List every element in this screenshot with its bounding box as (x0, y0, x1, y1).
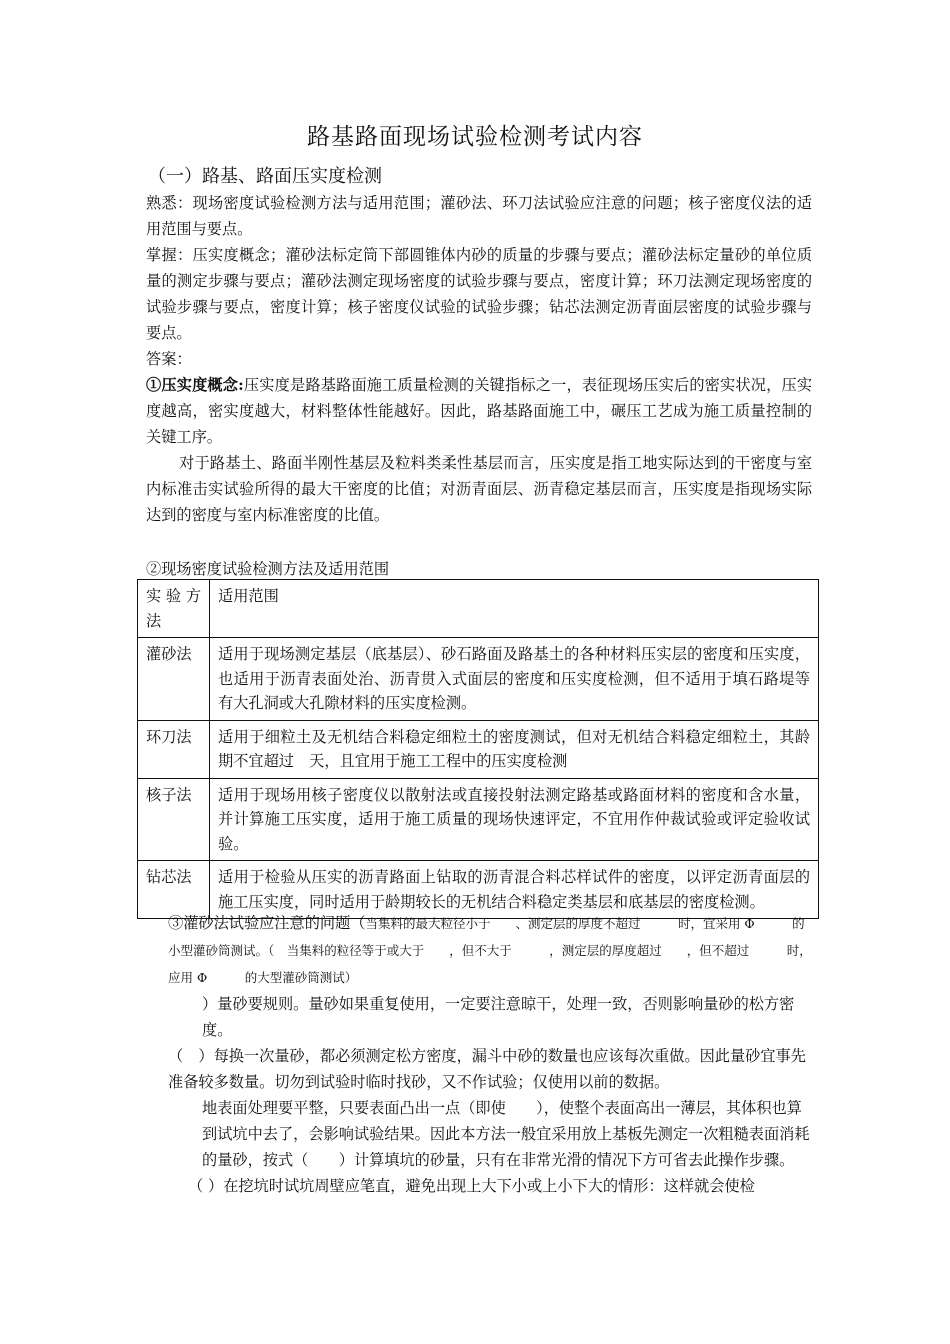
methods-table (137, 579, 819, 919)
scope-cell: 适用于现场用核子密度仪以散射法或直接投射法测定路基或路面材料的密度和含水量，并计算施工压实度，适用于施工质量的现场快速评定，不宜用作仲裁试验或评定验收试验。 (210, 778, 819, 861)
master-paragraph: 掌握：压实度概念；灌砂法标定筒下部圆锥体内砂的质量的步骤与要点；灌砂法标定量砂的单位质量的测定步骤与要点；灌砂法测定现场密度的试验步骤与要点，密度计算；环刀法测定现场密度的试验步骤与要点，密度计算；核子密度仪试验的试验步骤；钻芯法测定沥青面层密度的试验步骤与要点。 (146, 246, 812, 342)
scope-cell: 适用于细粒土及无机结合料稳定细粒土的密度测试，但对无机结合料稳定细粒土，其龄期不宜超过 天，且宜用于施工工程中的压实度检测 (210, 720, 819, 778)
concept-body: 压实度是路基路面施工质量检测的关键指标之一，表征现场压实后的密实状况，压实度越高，密实度越大，材料整体性能越好。因此，路基路面施工中，碾压工艺成为施工质量控制的关键工序。 (146, 376, 813, 446)
method-cell: 核子法 (138, 778, 210, 861)
table-row (138, 778, 819, 861)
concept-paragraph-2: 对于路基土、路面半刚性基层及粒料类柔性基层而言，压实度是指工地实际达到的干密度与室内标准击实试验所得的最大干密度的比值；对沥青面层、沥青稳定基层而言，压实度是指现场实际达到的密度与室内标准密度的比值。 (146, 454, 812, 524)
sand-notes (146, 910, 812, 1199)
sand-paragraph-3: 地表面处理要平整，只要表面凸出一点（即使 ），使整个表面高出一薄层，其体积也算到试坑中去了，会影响试验结果。因此本方法一般宜采用放上基板先测定一次粗糙表面消耗的量砂，按式（ ）计算填坑的砂量，只有在非常光滑的情况下方可省去此操作步骤。 (202, 1099, 810, 1169)
table-caption: ②现场密度试验检测方法及适用范围 (146, 560, 389, 578)
sand-note: 当集料的最大粒径小于 、测定层的厚度不超过 时，宜采用 Φ 的小型灌砂筒测试。（ 当集料的粒径等于或大于 ，但不大于 ，测定层的厚度超过 ，但不超过 时，应用 Φ 的大型灌砂筒测试） (168, 916, 812, 985)
answer-label: 答案： (146, 350, 192, 368)
concept-heading: ①压实度概念: (146, 376, 244, 394)
familiar-paragraph: 熟悉：现场密度试验检测方法与适用范围；灌砂法、环刀法试验应注意的问题；核子密度仪法的适用范围与要点。 (146, 194, 812, 238)
method-cell: 环刀法 (138, 720, 210, 778)
scope-cell: 适用于检验从压实的沥青路面上钻取的沥青混合料芯样试件的密度，以评定沥青面层的施工压实度，同时适用于龄期较长的无机结合料稳定类基层和底基层的密度检测。 (210, 861, 819, 919)
table-header-row (138, 580, 819, 638)
sand-heading: ③灌砂法试验应注意的问题（ (168, 914, 366, 932)
sand-heading-paragraph (146, 910, 812, 991)
method-cell: 钻芯法 (138, 861, 210, 919)
header-scope: 适用范围 (210, 580, 819, 638)
page-title: 路基路面现场试验检测考试内容 (307, 124, 643, 150)
header-method: 实验方法 (138, 580, 210, 638)
method-cell: 灌砂法 (138, 638, 210, 721)
concept-paragraph (146, 372, 812, 450)
section-heading: （一）路基、路面压实度检测 (148, 166, 382, 187)
table-row (138, 638, 819, 721)
sand-paragraph-4: （ ）在挖坑时试坑周壁应笔直，避免出现上大下小或上小下大的情形：这样就会使检 (188, 1177, 755, 1195)
table-row (138, 720, 819, 778)
scope-cell: 适用于现场测定基层（底基层）、砂石路面及路基土的各种材料压实层的密度和压实度，也适用于沥青表面处治、沥青贯入式面层的密度和压实度检测，但不适用于填石路堤等有大孔洞或大孔隙材料的压实度检测。 (210, 638, 819, 721)
intro-block (146, 190, 812, 528)
sand-paragraph-2: （ ）每换一次量砂，都必须测定松方密度，漏斗中砂的数量也应该每次重做。因此量砂宜事先准备较多数量。切勿到试验时临时找砂，又不作试验；仅使用以前的数据。 (168, 1047, 806, 1091)
sand-paragraph-1: ）量砂要规则。量砂如果重复使用，一定要注意晾干，处理一致，否则影响量砂的松方密度。 (202, 995, 795, 1039)
